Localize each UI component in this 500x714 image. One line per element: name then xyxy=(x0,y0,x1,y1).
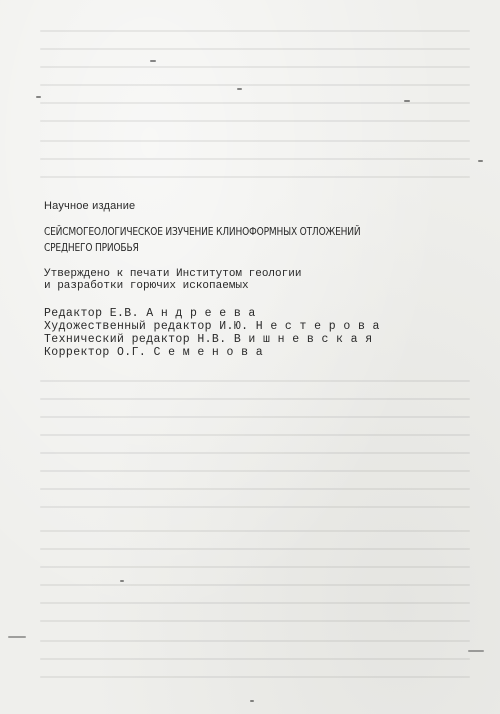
publication-type-label: Научное издание xyxy=(44,200,136,212)
bleed-through-line xyxy=(40,158,470,160)
bleed-through-line xyxy=(40,548,470,550)
bleed-through-line xyxy=(40,416,470,418)
bleed-through-line xyxy=(40,120,470,122)
bleed-through-line xyxy=(40,434,470,436)
bleed-through-line xyxy=(40,602,470,604)
bleed-through-line xyxy=(40,84,470,86)
bleed-through-line xyxy=(40,66,470,68)
credit-editor: Редактор Е.В. А н д р е е в а xyxy=(44,307,256,320)
bleed-through-line xyxy=(40,620,470,622)
bleed-through-line xyxy=(40,566,470,568)
scan-speck xyxy=(250,700,254,702)
scan-speck xyxy=(237,88,242,90)
bleed-through-line xyxy=(40,676,470,678)
approval-line-2: и разработки горючих ископаемых xyxy=(44,280,249,292)
scan-speck xyxy=(478,160,483,162)
bleed-through-line xyxy=(40,470,470,472)
bleed-through-line xyxy=(40,640,470,642)
bleed-through-line xyxy=(40,488,470,490)
credit-art-editor: Художественный редактор И.Ю. Н е с т е р о в а xyxy=(44,320,380,333)
bleed-through-line xyxy=(40,176,470,178)
bleed-through-line xyxy=(40,140,470,142)
credit-proofreader: Корректор О.Г. С е м е н о в а xyxy=(44,346,264,359)
credit-technical-editor: Технический редактор Н.В. В и ш н е в с к а я xyxy=(44,333,373,346)
bleed-through-line xyxy=(40,398,470,400)
scan-speck xyxy=(404,100,410,102)
scan-speck xyxy=(36,96,41,98)
bleed-through-line xyxy=(40,506,470,508)
scan-speck xyxy=(468,650,484,652)
approval-line-1: Утверждено к печати Институтом геологии xyxy=(44,268,302,280)
scan-speck xyxy=(8,636,26,638)
publication-title-line-1: СЕЙСМОГЕОЛОГИЧЕСКОЕ ИЗУЧЕНИЕ КЛИНОФОРМНЫХ ОТЛОЖЕНИЙ xyxy=(44,226,361,238)
scan-speck xyxy=(150,60,156,62)
bleed-through-line xyxy=(40,658,470,660)
bleed-through-line xyxy=(40,584,470,586)
bleed-through-line xyxy=(40,48,470,50)
bleed-through-line xyxy=(40,380,470,382)
bleed-through-line xyxy=(40,452,470,454)
bleed-through-line xyxy=(40,530,470,532)
bleed-through-line xyxy=(40,30,470,32)
scan-speck xyxy=(120,580,124,582)
publication-title-line-2: СРЕДНЕГО ПРИОБЬЯ xyxy=(44,242,139,254)
bleed-through-line xyxy=(40,102,470,104)
